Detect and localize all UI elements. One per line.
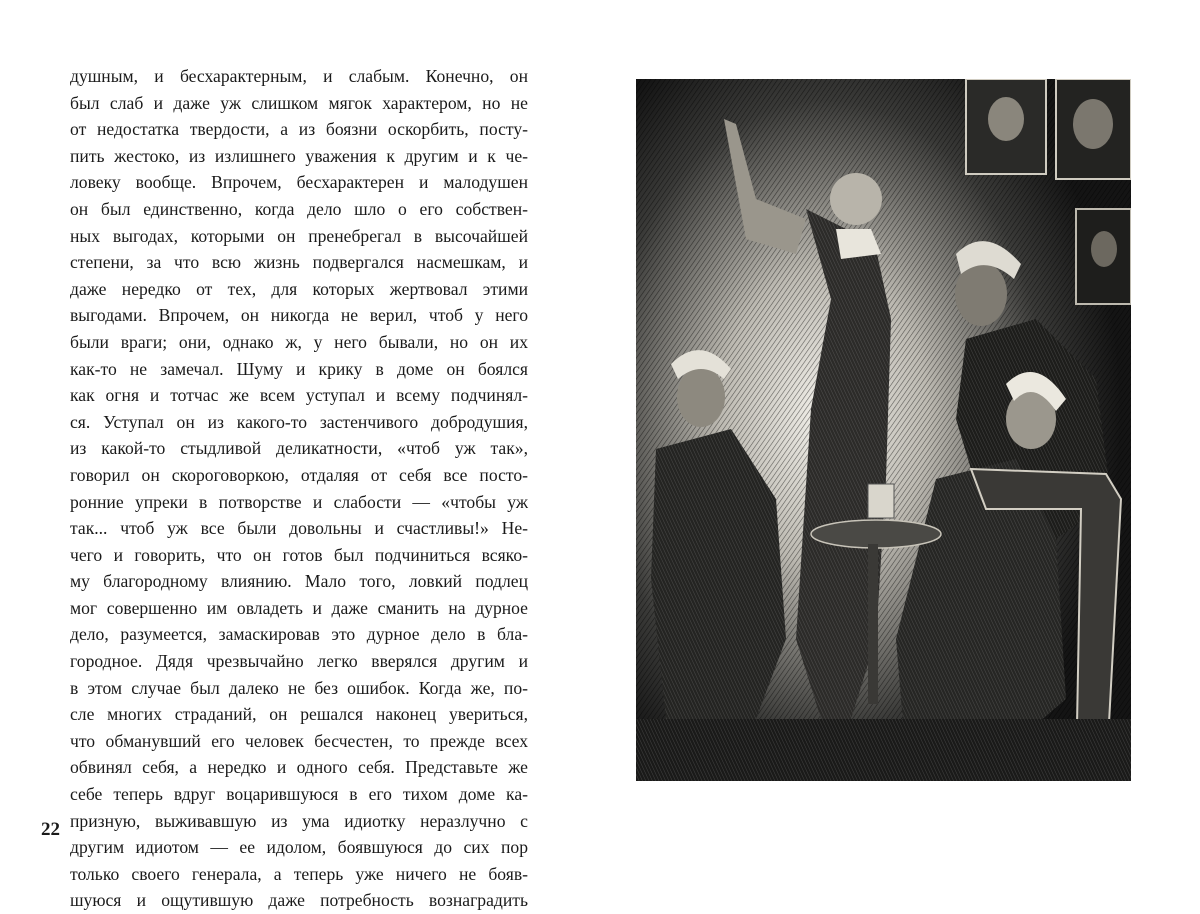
- etching-image: [636, 79, 1131, 781]
- text-line: другим идиотом — ее идолом, боявшуюся до сих пор: [70, 837, 528, 858]
- text-line: ловеку вообще. Впрочем, бесхарактерен и малодушен: [70, 172, 528, 193]
- text-line: степени, за что всю жизнь подвергался насмешкам, и: [70, 252, 528, 273]
- text-line: даже нередко от тех, для которых жертвовал этими: [70, 278, 528, 299]
- text-line: шуюся и ощутившую даже потребность вознаградить: [70, 890, 528, 911]
- text-line: сле многих страданий, он решался наконец увериться,: [70, 704, 528, 725]
- text-line: городное. Дядя чрезвычайно легко вверялся другим и: [70, 651, 528, 672]
- text-line: говорил он скороговоркою, отдаляя от себя все посто-: [70, 464, 528, 485]
- text-line: только своего генерала, а теперь уже ничего не бояв-: [70, 863, 528, 884]
- text-line: ных выгодах, которыми он пренебрегал в высочайшей: [70, 225, 528, 246]
- text-line: что обманувший его человек бесчестен, то прежде всех: [70, 730, 528, 751]
- text-line: как-то не замечал. Шуму и крику в доме он боялся: [70, 358, 528, 379]
- text-line: так... чтоб уж все были довольны и счастливы!» Не-: [70, 518, 528, 539]
- text-line: как огня и тотчас же всем уступал и всему подчинял-: [70, 385, 528, 406]
- text-line: призную, выживавшую из ума идиотку неразлучно с: [70, 810, 528, 831]
- text-line: выгодами. Впрочем, он никогда не верил, чтоб у него: [70, 305, 528, 326]
- text-line: обвинял себя, а нередко и одного себя. Представьте же: [70, 757, 528, 778]
- text-line: ся. Уступал он из какого-то застенчивого добродушия,: [70, 411, 528, 432]
- text-line: он был единственно, когда дело шло о его собствен-: [70, 198, 528, 219]
- text-line: из какой-то стыдливой деликатности, «чтоб уж так»,: [70, 438, 528, 459]
- text-line: му благородному влиянию. Мало того, ловкий подлец: [70, 571, 528, 592]
- text-line: дело, разумеется, замаскировав это дурное дело в бла-: [70, 624, 528, 645]
- text-line: были враги; они, однако ж, у него бывали, но он их: [70, 331, 528, 352]
- text-line: в этом случае был далеко не без ошибок. Когда же, по-: [70, 677, 528, 698]
- text-line: пить жестоко, из излишнего уважения к другим и к че-: [70, 145, 528, 166]
- text-line: мог совершенно им овладеть и даже сманить на дурное: [70, 597, 528, 618]
- text-line: чего и говорить, что он готов был подчиниться всяко-: [70, 544, 528, 565]
- page-number: 22: [41, 819, 60, 840]
- text-line: от недостатка твердости, а из боязни оскорбить, посту-: [70, 119, 528, 140]
- text-line: ронние упреки в потворстве и слабости — «чтобы уж: [70, 491, 528, 512]
- text-line: душным, и бесхарактерным, и слабым. Конечно, он: [70, 66, 528, 86]
- text-line: был слаб и даже уж слишком мягок характером, но не: [70, 92, 528, 113]
- illustration: [636, 79, 1131, 781]
- text-line: себе теперь вдруг воцарившуюся в его тихом доме ка-: [70, 784, 528, 805]
- body-text: [70, 63, 528, 914]
